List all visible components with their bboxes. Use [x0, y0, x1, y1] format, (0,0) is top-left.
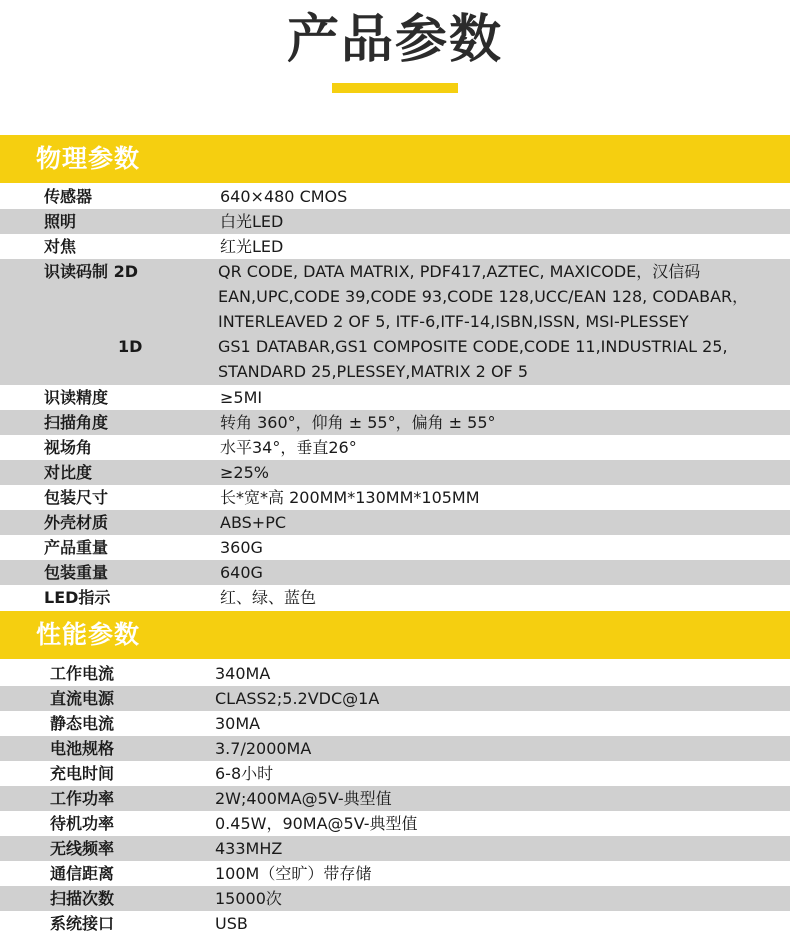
spec-label: LED指示	[44, 588, 111, 607]
spec-value: ABS+PC	[220, 513, 287, 532]
spec-label: 识读码制 2D	[44, 262, 138, 281]
performance-section-title: 性能参数	[36, 620, 141, 649]
page-title: 产品参数	[286, 10, 503, 70]
spec-value: 0.45W，90MA@5V-典型值	[215, 814, 418, 833]
spec-label: 包装尺寸	[44, 488, 109, 507]
spec-value: CLASS2;5.2VDC@1A	[215, 689, 380, 708]
spec-row	[0, 886, 790, 911]
spec-value: 340MA	[215, 664, 271, 683]
spec-value: 转角 360°，仰角 ± 55°，偏角 ± 55°	[220, 413, 496, 432]
spec-label: 对比度	[44, 463, 93, 482]
spec-label: 识读精度	[44, 388, 109, 407]
spec-row	[0, 184, 790, 209]
symbology-line: INTERLEAVED 2 OF 5, ITF-6,ITF-14,ISBN,ISSN, MSI-PLESSEY	[218, 312, 689, 331]
title-underline	[332, 83, 458, 93]
spec-row	[0, 736, 790, 761]
spec-row	[0, 836, 790, 861]
spec-row	[0, 811, 790, 836]
spec-label: 工作电流	[50, 664, 115, 683]
spec-row	[0, 385, 790, 410]
spec-label: 充电时间	[50, 764, 115, 783]
spec-value: 30MA	[215, 714, 261, 733]
spec-row	[0, 661, 790, 686]
spec-row	[0, 535, 790, 560]
spec-label: 扫描次数	[50, 889, 115, 908]
spec-row-symbologies	[0, 259, 790, 385]
spec-value: 红、绿、蓝色	[220, 588, 317, 607]
spec-label: 传感器	[44, 187, 93, 206]
spec-sublabel-1d: 1D	[118, 337, 143, 356]
spec-value: 水平34°，垂直26°	[220, 438, 357, 457]
spec-value: ≥25%	[220, 463, 269, 482]
symbology-line: QR CODE, DATA MATRIX, PDF417,AZTEC, MAXICODE，汉信码	[218, 262, 701, 281]
performance-spec-table	[0, 661, 790, 936]
spec-row	[0, 435, 790, 460]
spec-value: 白光LED	[220, 212, 284, 231]
symbology-line: GS1 DATABAR,GS1 COMPOSITE CODE,CODE 11,INDUSTRIAL 25,	[218, 337, 728, 356]
spec-value: 红光LED	[220, 237, 284, 256]
spec-row	[0, 410, 790, 435]
spec-value: ≥5MI	[220, 388, 263, 407]
spec-row	[0, 209, 790, 234]
spec-label: 扫描角度	[44, 413, 109, 432]
spec-value: USB	[215, 914, 248, 933]
spec-row	[0, 485, 790, 510]
spec-value: 6-8小时	[215, 764, 274, 783]
spec-row	[0, 560, 790, 585]
spec-value: 3.7/2000MA	[215, 739, 312, 758]
spec-label: 包装重量	[44, 563, 109, 582]
spec-row	[0, 585, 790, 610]
spec-label: 产品重量	[44, 538, 109, 557]
physical-spec-table	[0, 184, 790, 610]
spec-value: 2W;400MA@5V-典型值	[215, 789, 392, 808]
spec-label: 工作功率	[50, 789, 115, 808]
spec-value: 640G	[220, 563, 263, 582]
spec-label: 通信距离	[50, 864, 115, 883]
spec-label: 对焦	[44, 237, 77, 256]
spec-value: 360G	[220, 538, 263, 557]
spec-row	[0, 234, 790, 259]
physical-section-header	[0, 135, 790, 183]
spec-label: 待机功率	[50, 814, 115, 833]
symbology-line: EAN,UPC,CODE 39,CODE 93,CODE 128,UCC/EAN 128, CODABAR，	[218, 287, 749, 306]
spec-label: 系统接口	[50, 914, 115, 933]
spec-label: 视场角	[44, 438, 93, 457]
spec-value: 433MHZ	[215, 839, 283, 858]
spec-label: 照明	[44, 212, 77, 231]
spec-row	[0, 686, 790, 711]
performance-section-header	[0, 611, 790, 659]
spec-row	[0, 761, 790, 786]
physical-section-title: 物理参数	[36, 144, 141, 173]
spec-label: 电池规格	[50, 739, 115, 758]
spec-row	[0, 460, 790, 485]
spec-row	[0, 786, 790, 811]
spec-value: 100M（空旷）带存储	[215, 864, 372, 883]
spec-label: 静态电流	[50, 714, 115, 733]
spec-value: 640×480 CMOS	[220, 187, 348, 206]
spec-row	[0, 861, 790, 886]
symbology-list	[218, 259, 748, 384]
spec-label: 外壳材质	[44, 513, 109, 532]
spec-row	[0, 711, 790, 736]
spec-row	[0, 510, 790, 535]
symbology-line: STANDARD 25,PLESSEY,MATRIX 2 OF 5	[218, 362, 528, 381]
spec-label: 直流电源	[50, 689, 115, 708]
spec-label: 无线频率	[50, 839, 115, 858]
spec-row	[0, 911, 790, 936]
spec-value: 15000次	[215, 889, 282, 908]
spec-value: 长*宽*高 200MM*130MM*105MM	[220, 488, 480, 507]
